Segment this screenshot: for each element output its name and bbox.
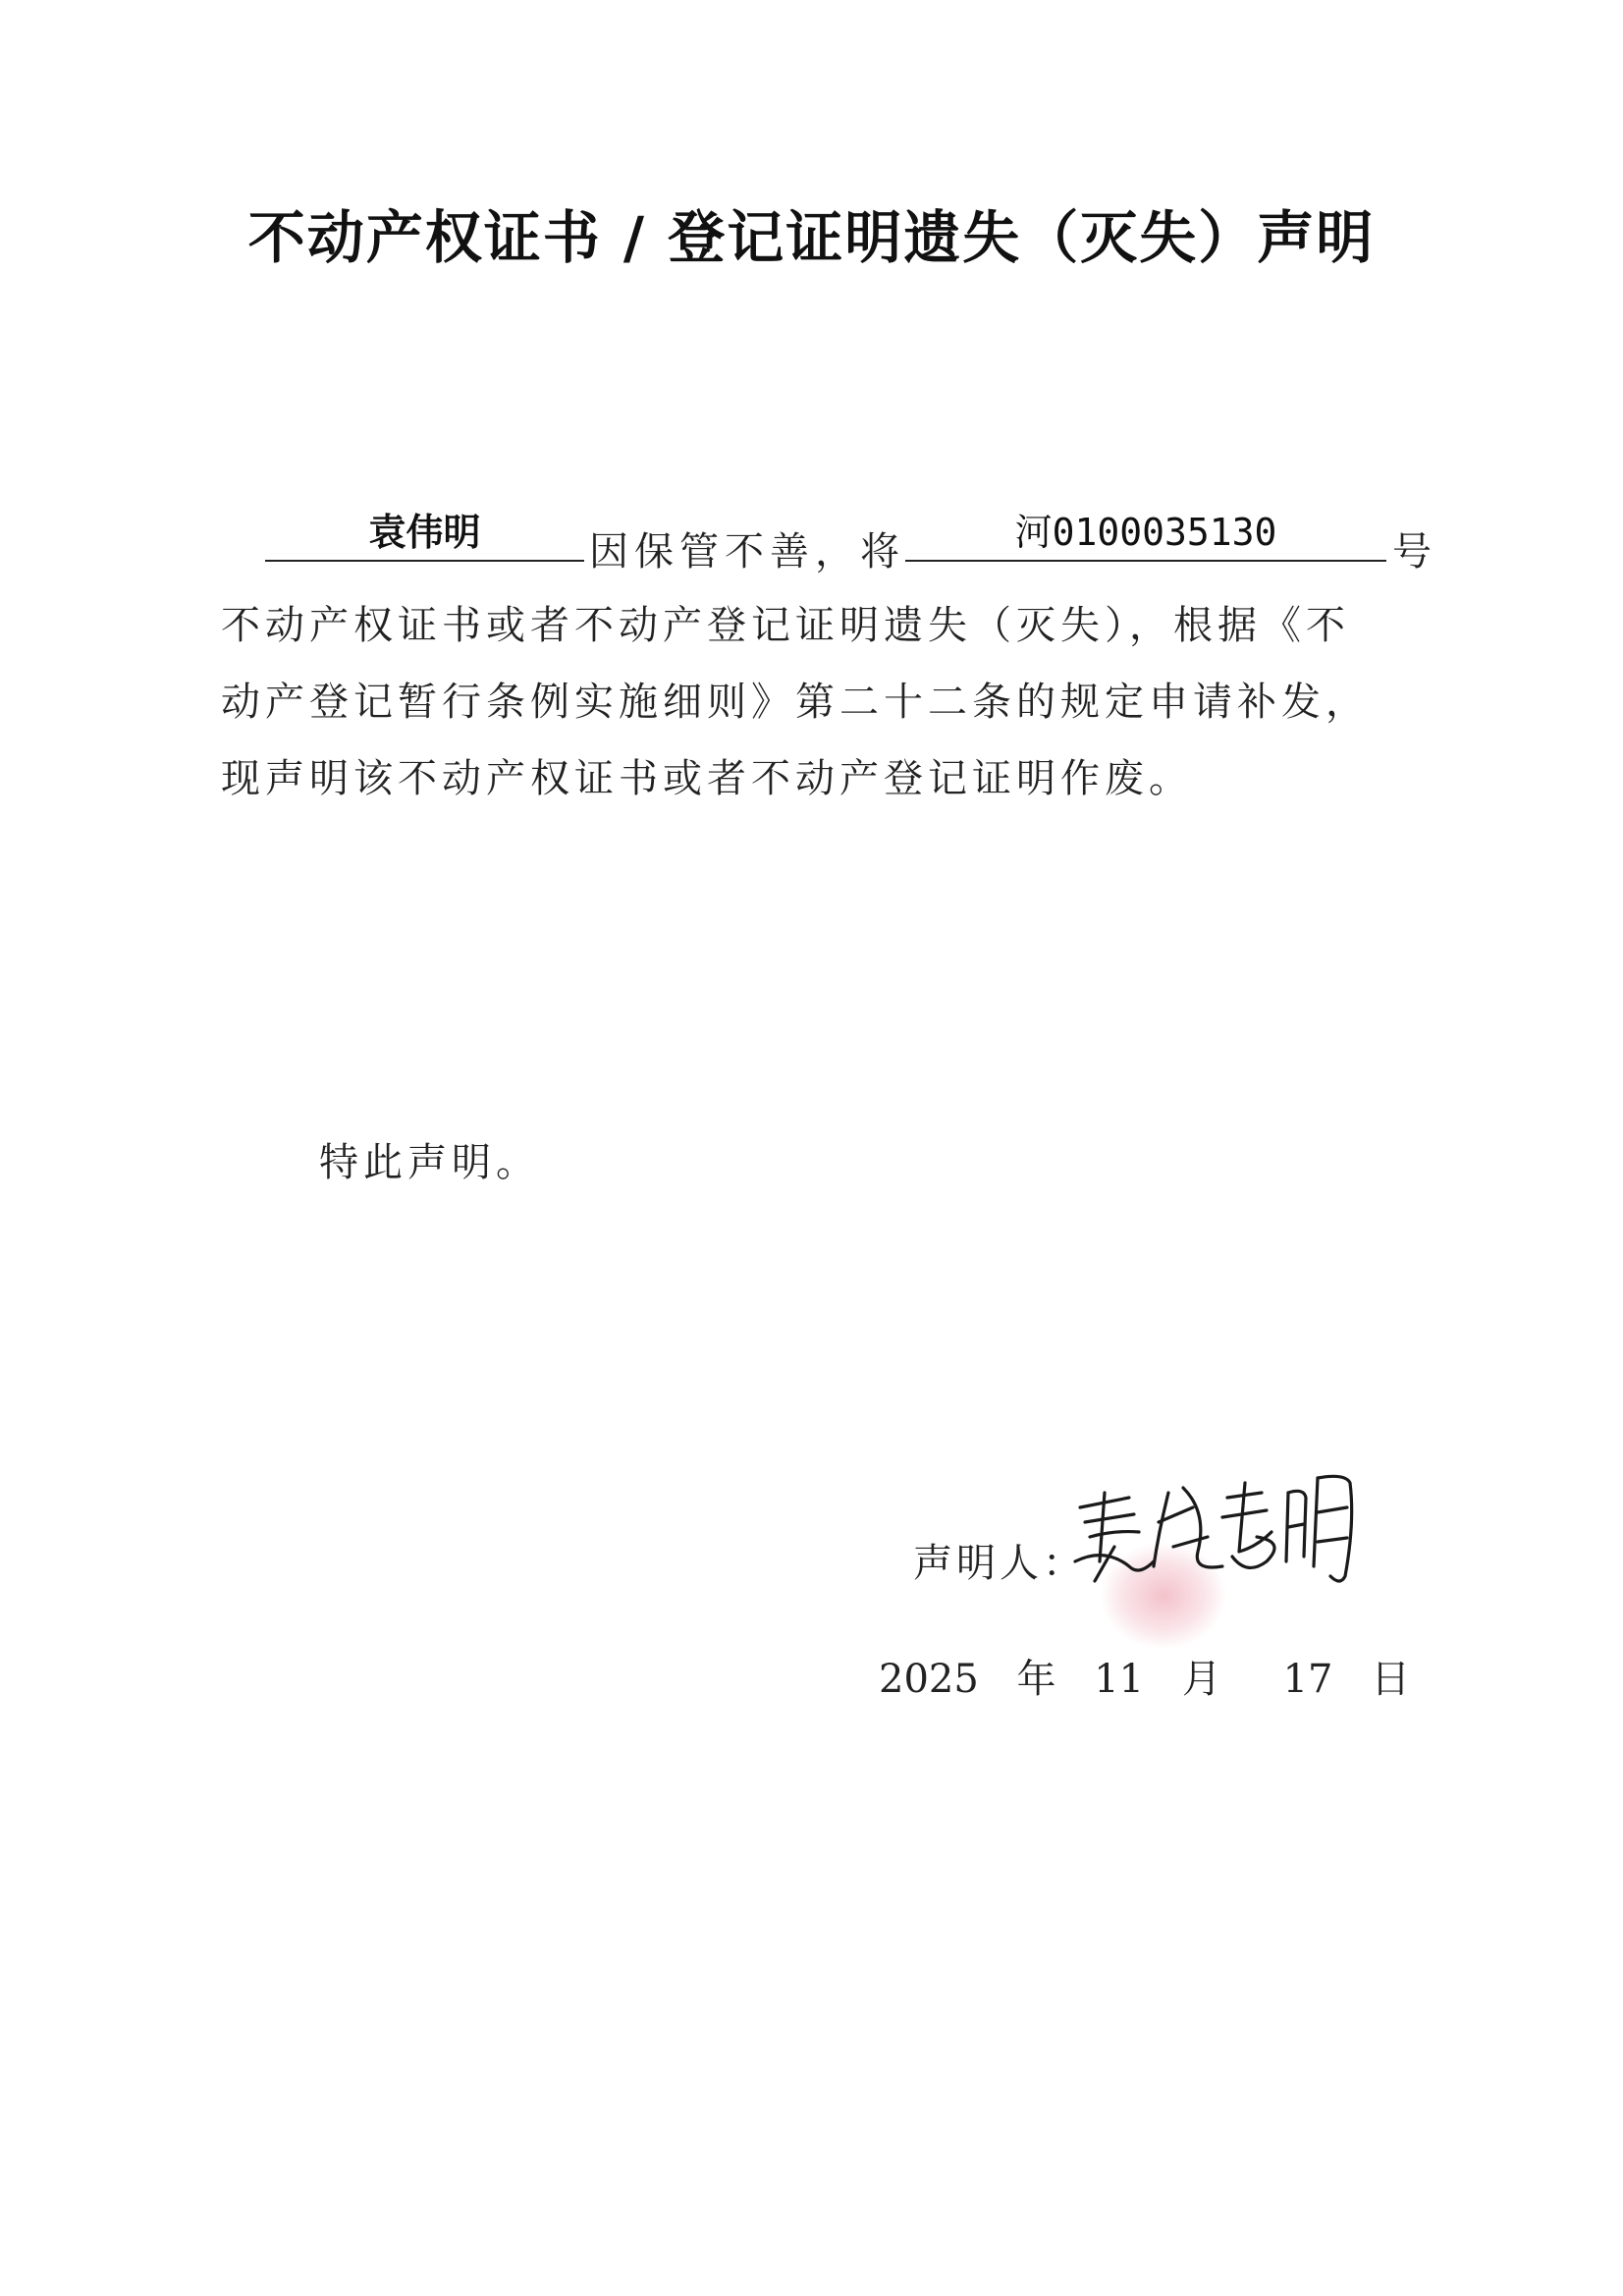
signer-label: 声明人：	[913, 1541, 1086, 1586]
statement-first-line	[0, 511, 1623, 574]
certificate-number-blank	[905, 511, 1386, 562]
date-month: 11	[1094, 1657, 1145, 1702]
date-year: 2025	[879, 1657, 979, 1702]
document-title: 不动产权证书 / 登记证明遗失（灭失）声明	[247, 204, 1376, 271]
declarant-name-blank	[265, 511, 584, 562]
fragment-after-name: 因保管不善，将	[589, 529, 905, 574]
certificate-number: 河0100035130	[1014, 511, 1277, 554]
date-day: 17	[1282, 1657, 1333, 1702]
date-day-unit: 日	[1371, 1657, 1411, 1702]
handwritten-signature	[1060, 1453, 1375, 1601]
date-year-unit: 年	[1016, 1657, 1056, 1702]
date-month-unit: 月	[1181, 1657, 1221, 1702]
body-line-3: 现声明该不动产权证书或者不动产登记证明作废。	[221, 756, 1193, 801]
signature-date	[879, 1648, 1410, 1704]
number-suffix: 号	[1392, 529, 1432, 574]
body-line-2: 动产登记暂行条例实施细则》第二十二条的规定申请补发，	[221, 680, 1370, 725]
declarant-name: 袁伟明	[368, 511, 481, 554]
closing-statement: 特此声明。	[319, 1140, 540, 1185]
body-line-1: 不动产权证书或者不动产登记证明遗失（灭失），根据《不	[221, 603, 1350, 648]
